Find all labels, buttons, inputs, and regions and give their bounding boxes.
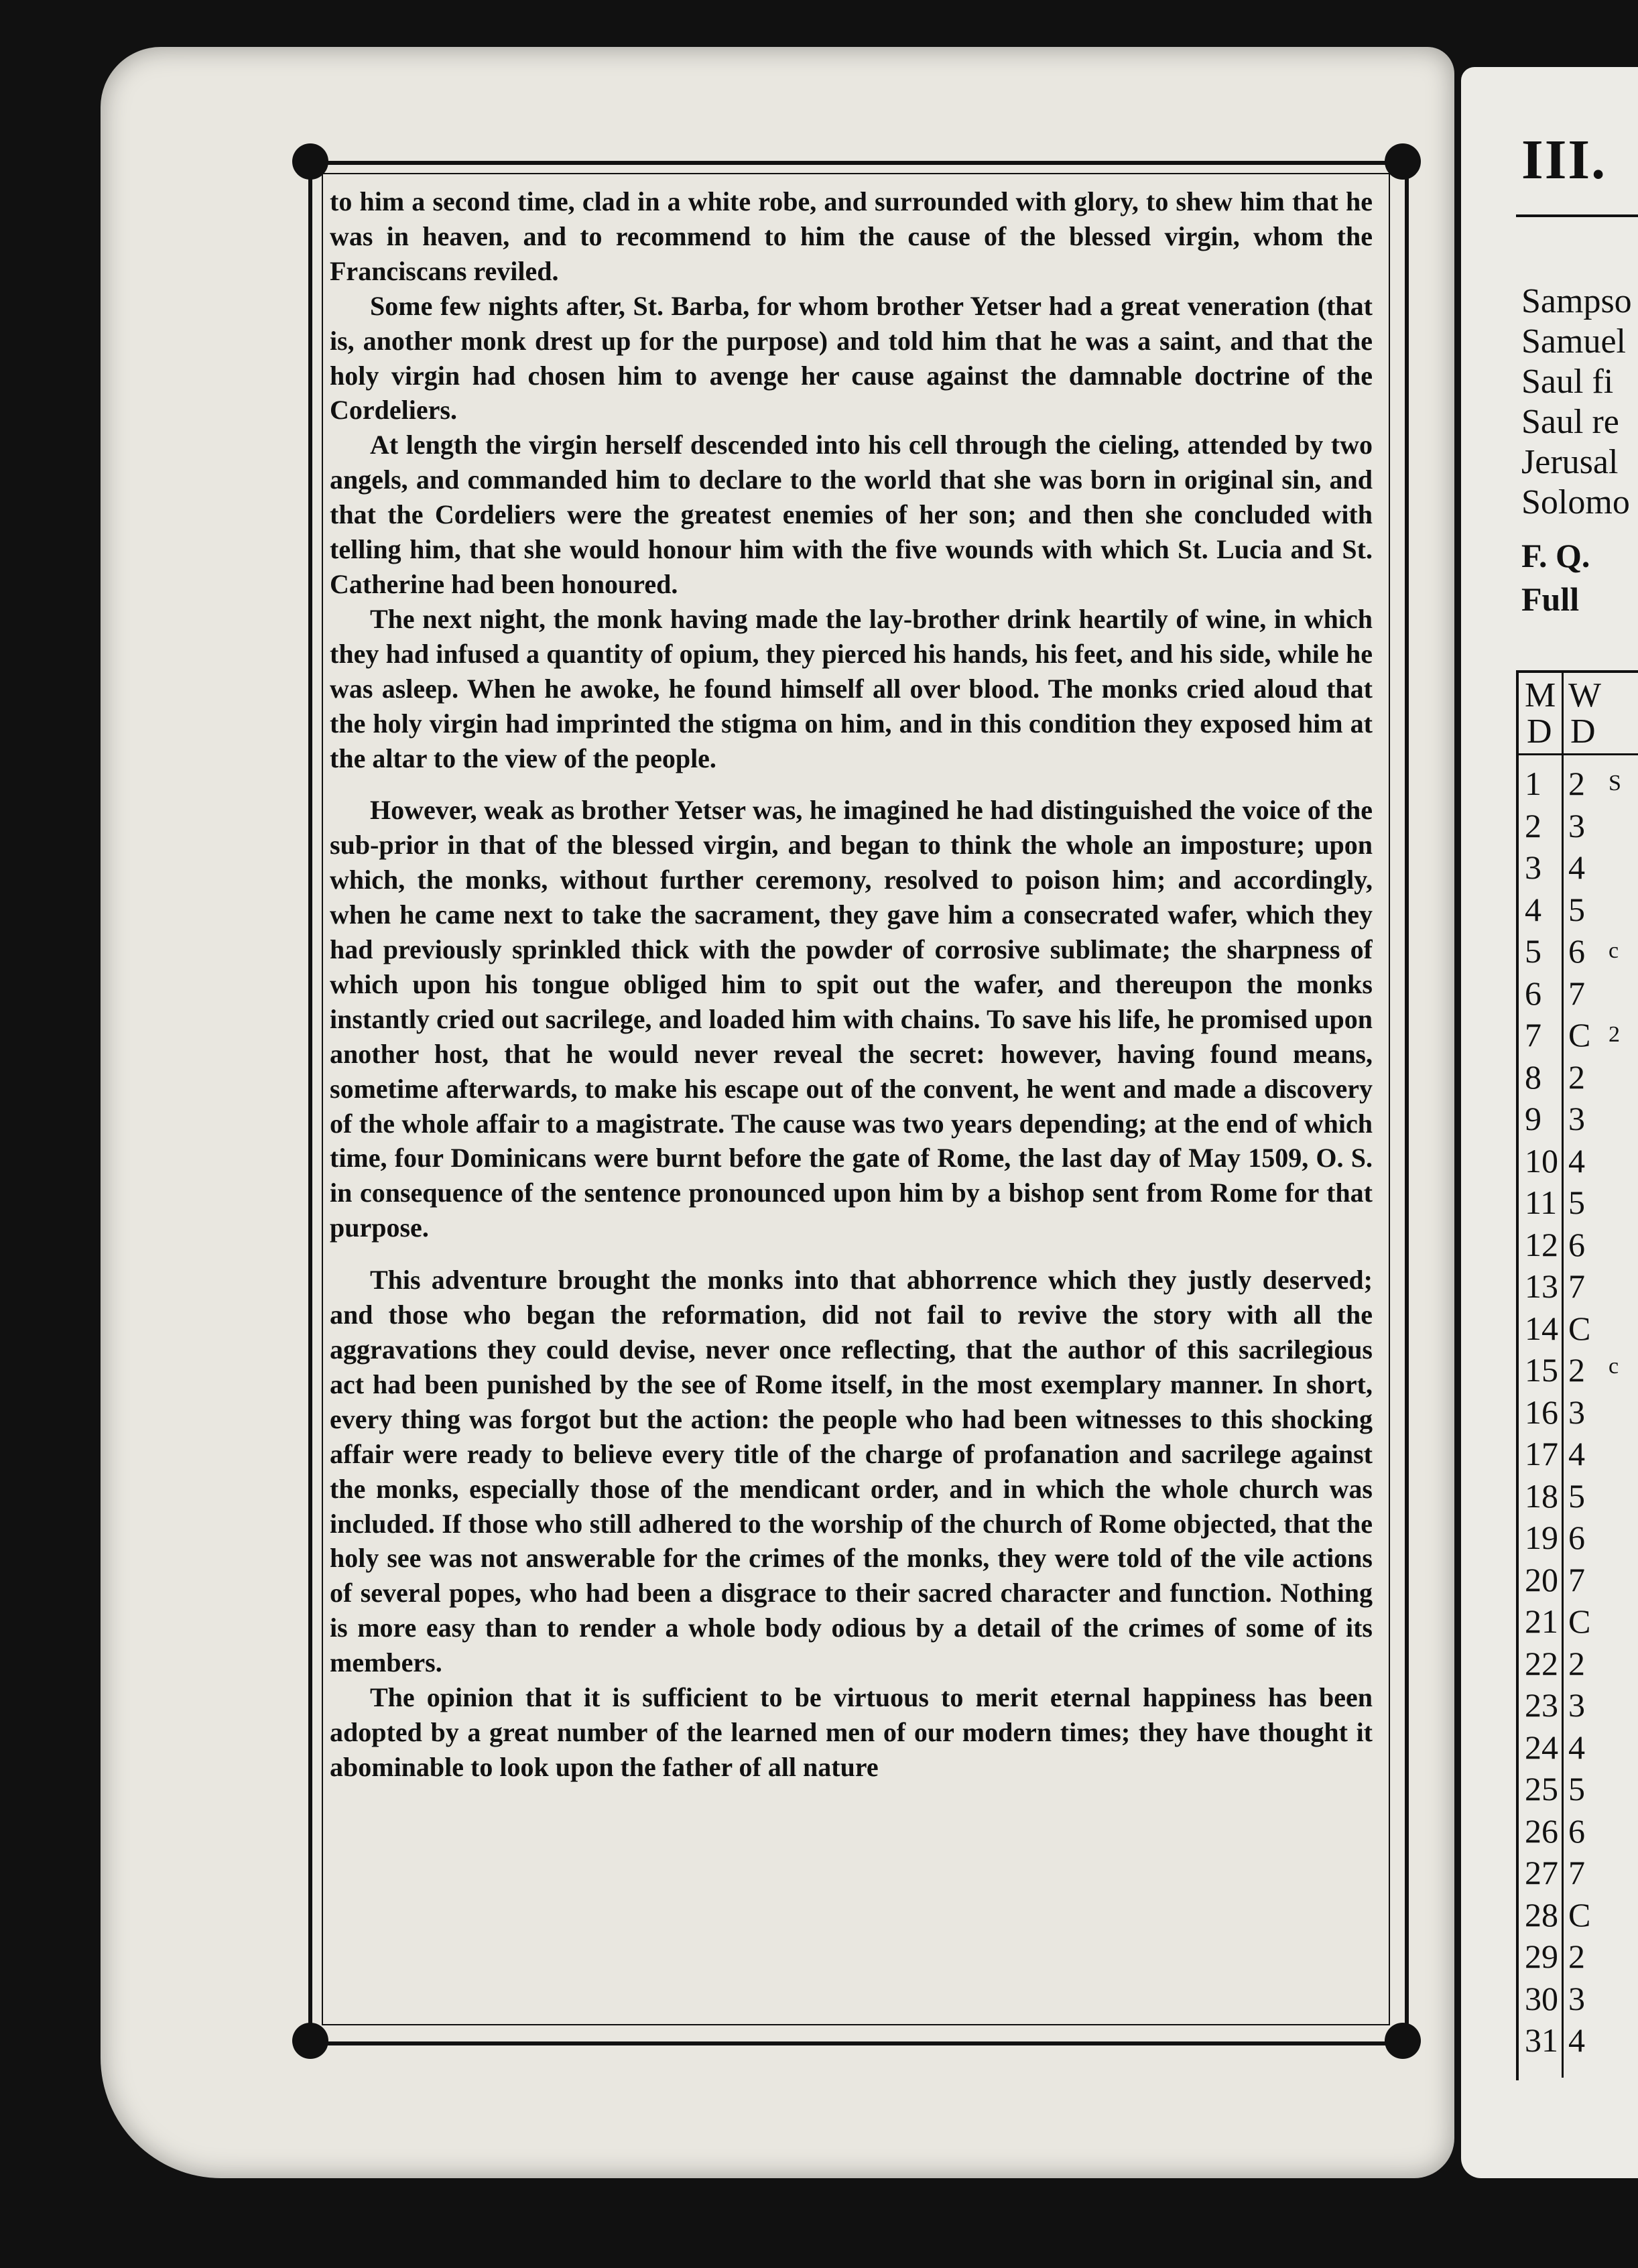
story-line: Sampso xyxy=(1521,282,1632,320)
wd-header-bottom: D xyxy=(1570,712,1596,751)
corner-ornament-top-right xyxy=(1385,143,1421,180)
column-fragment: c xyxy=(1609,938,1619,963)
day-of-week: 4 xyxy=(1568,1142,1585,1180)
day-of-month: 19 xyxy=(1525,1519,1558,1556)
day-of-week: 7 xyxy=(1568,1854,1585,1891)
day-of-month: 5 xyxy=(1525,932,1541,970)
day-of-week: 4 xyxy=(1568,848,1585,886)
day-of-week: 2 xyxy=(1568,1938,1585,1975)
day-of-month: 1 xyxy=(1525,765,1541,802)
column-fragment: 2 xyxy=(1609,1022,1620,1047)
day-of-week: 7 xyxy=(1568,974,1585,1012)
day-of-month: 26 xyxy=(1525,1812,1558,1850)
day-of-week: 4 xyxy=(1568,1728,1585,1766)
day-of-month: 29 xyxy=(1525,1938,1558,1975)
day-of-week: 3 xyxy=(1568,1393,1585,1431)
day-of-week: 6 xyxy=(1568,1519,1585,1556)
heading-rule xyxy=(1516,214,1638,217)
paragraph: However, weak as brother Yetser was, he imagined he had distinguished the voice of the sub-prior in that of the blessed virgin, and began to think the whole an imposture; upon which, the monks, without further ceremony, resolved to poison him; and accordingly, when he came next to take the sacrament, they gave him a consecrated wafer, which they had previously sprinkled thick with the powder of corrosive sublimate; the sharpness of which upon his tongue obliged him to spit out the wafer, and thereupon the monks instantly cried out sacrilege, and loaded him with chains. To save his life, he promised upon another host, that he would never reveal the secret: however, having found means, sometime afterwards, to make his escape out of the convent, he went and made a discovery of the whole affair to a magistrate. The cause was two years depending; at the end of which time, four Dominicans were burnt before the gate of Rome, the last day of May 1509, O. S. in consequence of the sentence pronounced upon him by a bishop sent from Rome for that purpose. xyxy=(330,795,1373,1243)
day-of-month: 7 xyxy=(1525,1016,1541,1054)
md-header-bottom: D xyxy=(1527,712,1552,751)
article-text xyxy=(330,184,1373,1994)
day-of-month: 31 xyxy=(1525,2021,1558,2059)
day-of-week: 5 xyxy=(1568,891,1585,928)
day-of-month: 30 xyxy=(1525,1980,1558,2017)
day-of-week: C xyxy=(1568,1896,1591,1934)
corner-ornament-top-left xyxy=(292,143,328,180)
day-of-week: 5 xyxy=(1568,1184,1585,1221)
day-of-week: C xyxy=(1568,1602,1591,1640)
moon-phase: Full xyxy=(1521,580,1580,618)
wd-header-top: W xyxy=(1568,676,1602,714)
corner-ornament-bottom-left xyxy=(292,2023,328,2059)
day-of-month: 13 xyxy=(1525,1267,1558,1305)
column-fragment: c xyxy=(1609,1354,1619,1379)
day-of-week: 3 xyxy=(1568,1980,1585,2017)
column-fragment: S xyxy=(1609,771,1621,796)
day-of-week: 2 xyxy=(1568,1351,1585,1389)
day-of-month: 4 xyxy=(1525,891,1541,928)
story-line: Jerusal xyxy=(1521,443,1619,481)
day-of-week: 3 xyxy=(1568,807,1585,844)
day-of-month: 20 xyxy=(1525,1561,1558,1598)
story-line: Solomo xyxy=(1521,483,1630,521)
day-of-week: 4 xyxy=(1568,2021,1585,2059)
day-of-month: 8 xyxy=(1525,1058,1541,1096)
paragraph: to him a second time, clad in a white robe, and surrounded with glory, to shew him that he was in heaven, and to recommend to him the cause of the blessed virgin, whom the Franciscans reviled. xyxy=(330,186,1373,286)
day-of-week: 7 xyxy=(1568,1267,1585,1305)
day-of-week: 4 xyxy=(1568,1435,1585,1472)
day-of-month: 21 xyxy=(1525,1602,1558,1640)
story-line: Saul fi xyxy=(1521,363,1614,401)
column-divider xyxy=(1562,670,1564,2078)
day-of-week: 6 xyxy=(1568,932,1585,970)
story-line: Samuel xyxy=(1521,322,1626,361)
day-of-month: 3 xyxy=(1525,848,1541,886)
day-of-month: 9 xyxy=(1525,1100,1541,1137)
day-of-week: 2 xyxy=(1568,1645,1585,1682)
day-of-month: 11 xyxy=(1525,1184,1558,1221)
day-of-month: 23 xyxy=(1525,1686,1558,1724)
day-of-month: 15 xyxy=(1525,1351,1558,1389)
day-of-month: 22 xyxy=(1525,1645,1558,1682)
month-heading: III. xyxy=(1521,129,1607,191)
day-of-week: 2 xyxy=(1568,1058,1585,1096)
day-of-month: 24 xyxy=(1525,1728,1558,1766)
day-of-month: 27 xyxy=(1525,1854,1558,1891)
day-of-week: 6 xyxy=(1568,1812,1585,1850)
day-of-month: 17 xyxy=(1525,1435,1558,1472)
day-of-month: 12 xyxy=(1525,1226,1558,1263)
day-of-week: 5 xyxy=(1568,1477,1585,1515)
day-of-week: 3 xyxy=(1568,1100,1585,1137)
day-of-month: 28 xyxy=(1525,1896,1558,1934)
day-of-week: 3 xyxy=(1568,1686,1585,1724)
moon-phase: F. Q. xyxy=(1521,537,1590,574)
day-of-week: C xyxy=(1568,1310,1591,1347)
paragraph: The opinion that it is sufficient to be virtuous to merit eternal happiness has been adopted by a great number of the learned men of our modern times; they have thought it abominable to look upon the father of all nature xyxy=(330,1682,1373,1782)
story-line: Saul re xyxy=(1521,403,1619,441)
day-of-month: 10 xyxy=(1525,1142,1558,1180)
day-of-week: 6 xyxy=(1568,1226,1585,1263)
paragraph: The next night, the monk having made the lay-brother drink heartily of wine, in which they had infused a quantity of opium, they pierced his hands, his feet, and his side, while he was asleep. When he awoke, he found himself all over blood. The monks cried aloud that the holy virgin had imprinted the stigma on him, and in this condition they exposed him at the altar to the view of the people. xyxy=(330,603,1373,773)
day-of-week: 5 xyxy=(1568,1770,1585,1808)
day-of-month: 2 xyxy=(1525,807,1541,844)
md-header-top: M xyxy=(1525,676,1556,714)
day-of-month: 18 xyxy=(1525,1477,1558,1515)
corner-ornament-bottom-right xyxy=(1385,2023,1421,2059)
header-divider xyxy=(1516,753,1638,755)
paragraph: This adventure brought the monks into that abhorrence which they justly deserved; and those who began the reformation, did not fail to revive the story with all the aggravations they could devise, never once reflecting, that the author of this sacrilegious act had been punished by the see of Rome itself, in the most exemplary manner. In short, every thing was forgot but the action: the people who had been witnesses to this shocking affair were ready to believe every title of the charge of profanation and sacrilege against the monks, especially those of the mendicant order, and in which the whole church was included. If those who still adhered to the worship of the church of Rome objected, that the holy see was not answerable for the crimes of the monks, they were told of the vile actions of several popes, who had been a disgrace to their sacred character and function. Nothing is more easy than to render a whole body odious by a detail of the crimes of some of its members. xyxy=(330,1265,1373,1678)
paragraph: Some few nights after, St. Barba, for whom brother Yetser had a great veneration (that is, another monk drest up for the purpose) and told him that he was a saint, and that the holy virgin had chosen him to avenge her cause against the damnable doctrine of the Cordeliers. xyxy=(330,290,1373,426)
day-of-month: 16 xyxy=(1525,1393,1558,1431)
day-of-month: 25 xyxy=(1525,1770,1558,1808)
day-of-month: 6 xyxy=(1525,974,1541,1012)
day-of-week: 7 xyxy=(1568,1561,1585,1598)
day-of-week: C xyxy=(1568,1016,1591,1054)
day-of-month: 14 xyxy=(1525,1310,1558,1347)
day-of-week: 2 xyxy=(1568,765,1585,802)
paragraph: At length the virgin herself descended into his cell through the cieling, attended by two angels, and commanded him to declare to the world that she was born in original sin, and that the Cordeliers were the greatest enemies of her son; and then she concluded with telling him, that she would honour him with the five wounds with which St. Lucia and St. Catherine had been honoured. xyxy=(330,430,1373,599)
